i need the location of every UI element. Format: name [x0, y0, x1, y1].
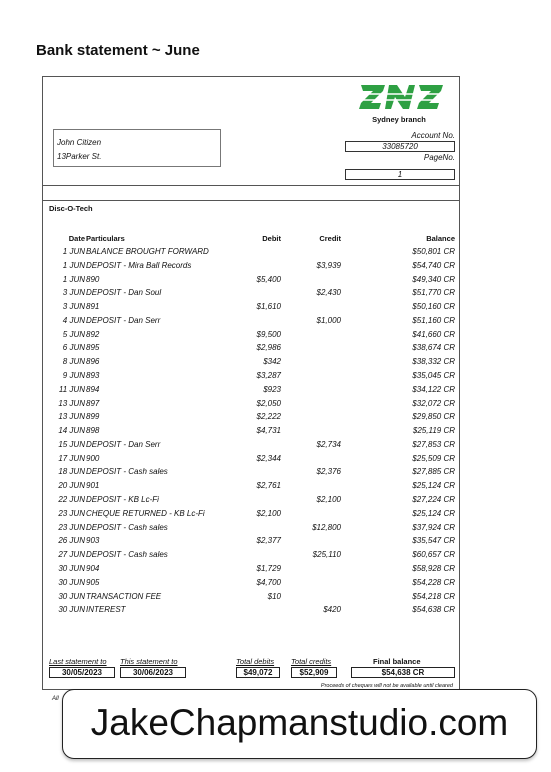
cell-balance: $38,674 CR	[412, 343, 455, 353]
cell-debit: $1,729	[256, 563, 281, 573]
divider	[43, 185, 459, 186]
watermark-banner: JakeChapmanstudio.com	[62, 689, 537, 759]
cell-particulars: DEPOSIT - Dan Soul	[86, 288, 162, 298]
cell-balance: $51,770 CR	[412, 288, 455, 298]
table-row	[43, 481, 459, 495]
cell-date: 11 JUN	[58, 384, 85, 394]
cell-credit: $420	[323, 605, 341, 615]
cell-particulars: 891	[86, 302, 100, 312]
cell-debit: $1,610	[256, 302, 281, 312]
divider	[43, 200, 459, 201]
cell-particulars: 903	[86, 536, 100, 546]
table-row	[43, 302, 459, 316]
this-statement-label: This statement to	[120, 657, 178, 666]
clearing-note: Proceeds of cheques will not be available until cleared	[320, 683, 453, 689]
table-row	[43, 454, 459, 468]
table-row	[43, 564, 459, 578]
cell-debit: $9,500	[256, 329, 281, 339]
cell-credit: $3,939	[316, 260, 341, 270]
cell-credit: $25,110	[312, 550, 341, 560]
last-statement-date: 30/05/2023	[49, 667, 115, 678]
cell-balance: $54,228 CR	[412, 577, 455, 587]
table-row	[43, 578, 459, 592]
cell-balance: $54,740 CR	[412, 260, 455, 270]
cell-balance: $51,160 CR	[412, 315, 455, 325]
cell-credit: $2,100	[316, 495, 341, 505]
cell-date: 14 JUN	[58, 426, 85, 436]
cell-date: 1 JUN	[62, 247, 85, 256]
cell-credit: $1,000	[316, 315, 341, 325]
cell-particulars: 905	[86, 577, 100, 587]
cell-particulars: 894	[86, 384, 100, 394]
total-debits-label: Total debits	[236, 657, 275, 666]
cell-balance: $54,218 CR	[412, 591, 455, 601]
cell-date: 30 JUN	[58, 591, 85, 601]
customer-name: John Citizen	[57, 138, 102, 147]
final-balance-label: Final balance	[373, 657, 421, 666]
page-title: Bank statement ~ June	[36, 42, 200, 59]
cell-credit: $12,800	[312, 522, 341, 532]
cell-date: 26 JUN	[58, 536, 85, 546]
cell-balance: $60,657 CR	[412, 550, 455, 560]
cell-balance: $35,547 CR	[412, 536, 455, 546]
table-row	[43, 536, 459, 550]
cell-debit: $4,731	[256, 426, 281, 436]
cell-balance: $50,160 CR	[412, 302, 455, 312]
cell-balance: $58,928 CR	[412, 563, 455, 573]
column-header-debit: Debit	[262, 234, 281, 243]
cell-date: 3 JUN	[62, 288, 85, 298]
cell-balance: $29,850 CR	[412, 412, 455, 422]
table-row	[43, 467, 459, 481]
table-row	[43, 385, 459, 399]
table-row	[43, 426, 459, 440]
cell-date: 20 JUN	[58, 481, 85, 491]
cell-debit: $10	[267, 591, 281, 601]
cell-debit: $2,222	[256, 412, 281, 422]
cell-date: 15 JUN	[58, 439, 85, 449]
account-number-label: Account No.	[411, 131, 455, 140]
total-credits-label: Total credits	[291, 657, 332, 666]
cell-particulars: 895	[86, 343, 100, 353]
cell-date: 9 JUN	[62, 371, 85, 381]
table-row	[43, 550, 459, 564]
cell-date: 8 JUN	[62, 357, 85, 367]
table-row	[43, 495, 459, 509]
cell-debit: $2,761	[256, 481, 281, 491]
cell-date: 17 JUN	[58, 453, 85, 463]
cell-debit: $2,100	[256, 508, 281, 518]
cell-particulars: 899	[86, 412, 100, 422]
column-header-balance: Balance	[426, 234, 455, 243]
cell-particulars: DEPOSIT - Cash sales	[86, 467, 168, 477]
cell-balance: $27,224 CR	[412, 495, 455, 505]
cell-particulars: BALANCE BROUGHT FORWARD	[86, 247, 209, 256]
cell-date: 6 JUN	[62, 343, 85, 353]
cell-balance: $38,332 CR	[412, 357, 455, 367]
cell-particulars: 898	[86, 426, 100, 436]
cell-date: 13 JUN	[58, 398, 85, 408]
table-row	[43, 371, 459, 385]
cell-balance: $25,509 CR	[412, 453, 455, 463]
cell-particulars: TRANSACTION FEE	[86, 591, 162, 601]
this-statement-date: 30/06/2023	[120, 667, 186, 678]
cell-date: 5 JUN	[62, 329, 85, 339]
cell-debit: $923	[263, 384, 281, 394]
cell-date: 1 JUN	[62, 260, 85, 270]
cell-date: 22 JUN	[58, 495, 85, 505]
cell-particulars: 893	[86, 371, 100, 381]
cell-date: 30 JUN	[58, 577, 85, 587]
cell-balance: $41,660 CR	[412, 329, 455, 339]
table-row	[43, 440, 459, 454]
column-header-date: Date	[68, 234, 85, 243]
cell-date: 13 JUN	[58, 412, 85, 422]
cell-particulars: DEPOSIT - Dan Serr	[86, 315, 161, 325]
table-row	[43, 288, 459, 302]
table-row	[43, 592, 459, 606]
total-credits: $52,909	[291, 667, 337, 678]
cell-particulars: DEPOSIT - Dan Serr	[86, 439, 161, 449]
cell-debit: $5,400	[256, 274, 281, 284]
column-header-particulars: Particulars	[86, 234, 125, 243]
cell-balance: $25,124 CR	[412, 481, 455, 491]
cell-balance: $50,801 CR	[412, 247, 455, 256]
cell-balance: $34,122 CR	[412, 384, 455, 394]
bank-statement-form	[42, 76, 460, 690]
cell-balance: $25,124 CR	[412, 508, 455, 518]
cell-debit: $4,700	[256, 577, 281, 587]
cell-date: 4 JUN	[62, 315, 85, 325]
cell-credit: $2,376	[316, 467, 341, 477]
table-row	[43, 316, 459, 330]
customer-address: 13Parker St.	[57, 152, 102, 161]
cell-debit: $2,377	[256, 536, 281, 546]
cell-date: 1 JUN	[62, 274, 85, 284]
cell-particulars: 901	[86, 481, 100, 491]
cell-balance: $27,885 CR	[412, 467, 455, 477]
cell-balance: $35,045 CR	[412, 371, 455, 381]
cell-date: 27 JUN	[58, 550, 85, 560]
table-row	[43, 330, 459, 344]
account-number: 33085720	[345, 141, 455, 152]
cell-date: 30 JUN	[58, 563, 85, 573]
cell-particulars: 900	[86, 453, 100, 463]
table-row	[43, 343, 459, 357]
cell-debit: $2,344	[256, 453, 281, 463]
cell-debit: $342	[263, 357, 281, 367]
cell-particulars: 904	[86, 563, 100, 573]
cell-debit: $3,287	[256, 371, 281, 381]
cell-date: 18 JUN	[58, 467, 85, 477]
cell-balance: $27,853 CR	[412, 439, 455, 449]
cell-balance: $54,638 CR	[412, 605, 455, 615]
bank-logo	[359, 83, 443, 111]
cell-particulars: DEPOSIT - Cash sales	[86, 522, 168, 532]
table-row	[43, 261, 459, 275]
table-row	[43, 399, 459, 413]
table-row	[43, 605, 459, 619]
table-row	[43, 509, 459, 523]
table-row	[43, 523, 459, 537]
footnote-fragment: All	[52, 696, 59, 702]
page-number-label: PageNo.	[423, 153, 455, 162]
cell-balance: $37,924 CR	[412, 522, 455, 532]
cell-particulars: 896	[86, 357, 100, 367]
cell-date: 30 JUN	[58, 605, 85, 615]
cell-particulars: DEPOSIT - Cash sales	[86, 550, 168, 560]
total-debits: $49,072	[236, 667, 280, 678]
table-row	[43, 247, 459, 261]
cell-balance: $25,119 CR	[412, 426, 455, 436]
cell-particulars: 892	[86, 329, 100, 339]
cell-particulars: CHEQUE RETURNED - KB Lc-Fi	[86, 508, 205, 518]
cell-debit: $2,050	[256, 398, 281, 408]
cell-date: 23 JUN	[58, 508, 85, 518]
cell-date: 3 JUN	[62, 302, 85, 312]
cell-balance: $49,340 CR	[412, 274, 455, 284]
table-row	[43, 357, 459, 371]
cell-particulars: INTEREST	[86, 605, 126, 615]
page-number: 1	[345, 169, 455, 180]
final-balance: $54,638 CR	[351, 667, 455, 678]
cell-balance: $32,072 CR	[412, 398, 455, 408]
cell-particulars: DEPOSIT - Mira Ball Records	[86, 260, 192, 270]
cell-credit: $2,430	[316, 288, 341, 298]
last-statement-label: Last statement to	[49, 657, 107, 666]
business-name: Disc-O-Tech	[49, 204, 93, 213]
branch-name: Sydney branch	[372, 115, 426, 124]
table-row	[43, 412, 459, 426]
cell-date: 23 JUN	[58, 522, 85, 532]
cell-debit: $2,986	[256, 343, 281, 353]
column-header-credit: Credit	[319, 234, 341, 243]
cell-particulars: 890	[86, 274, 100, 284]
cell-credit: $2,734	[316, 439, 341, 449]
cell-particulars: 897	[86, 398, 100, 408]
address-box	[53, 129, 221, 167]
cell-particulars: DEPOSIT - KB Lc-Fi	[86, 495, 159, 505]
table-row	[43, 275, 459, 289]
